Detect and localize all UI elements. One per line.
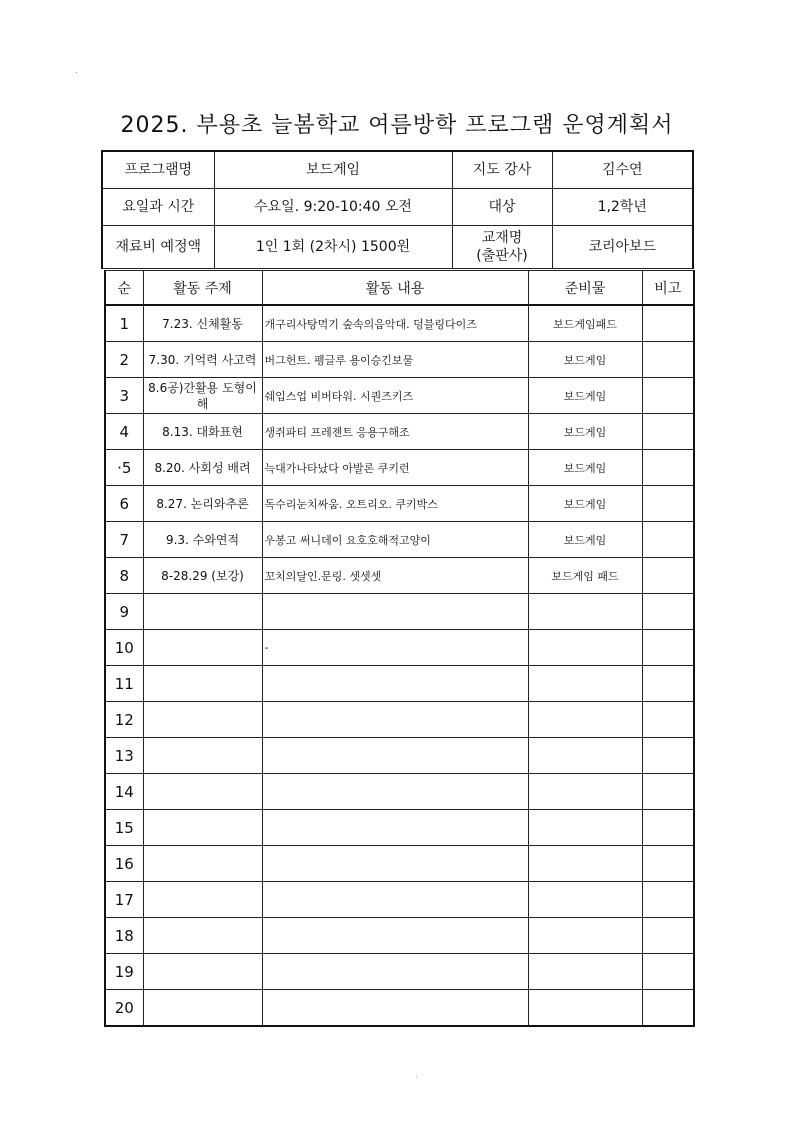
row-prep: 보드게임	[528, 342, 642, 378]
row-number: 7	[105, 522, 143, 558]
row-content	[262, 594, 528, 630]
table-row	[105, 342, 694, 378]
row-number: 14	[105, 774, 143, 810]
row-note	[642, 450, 694, 486]
cost-value: 1인 1회 (2차시) 1500원	[214, 226, 452, 269]
table-row	[105, 630, 694, 666]
row-number: 15	[105, 810, 143, 846]
row-note	[642, 522, 694, 558]
cost-label: 재료비 예정액	[102, 226, 214, 269]
table-row	[105, 594, 694, 630]
program-name-label: 프로그램명	[102, 151, 214, 189]
row-prep	[528, 918, 642, 954]
activity-table-header	[105, 271, 694, 306]
activity-table	[104, 270, 695, 1027]
table-row	[105, 882, 694, 918]
scan-speck	[76, 72, 77, 73]
row-prep	[528, 810, 642, 846]
table-row	[105, 774, 694, 810]
row-content: 쉐입스업 비버타워. 시퀀즈키즈	[262, 378, 528, 414]
row-prep	[528, 594, 642, 630]
textbook-value: 코리아보드	[552, 226, 693, 269]
row-content	[262, 954, 528, 990]
row-prep	[528, 774, 642, 810]
row-prep	[528, 954, 642, 990]
row-number: 11	[105, 666, 143, 702]
row-number: ·5	[105, 450, 143, 486]
row-topic: 7.30. 기억력 사고력	[143, 342, 262, 378]
row-topic	[143, 918, 262, 954]
row-topic	[143, 738, 262, 774]
row-number: 18	[105, 918, 143, 954]
table-row	[105, 990, 694, 1027]
row-topic	[143, 774, 262, 810]
row-number: 8	[105, 558, 143, 594]
row-number: 13	[105, 738, 143, 774]
row-prep: 보드게임	[528, 450, 642, 486]
row-content	[262, 738, 528, 774]
row-note	[642, 810, 694, 846]
row-prep: 보드게임	[528, 378, 642, 414]
row-topic	[143, 630, 262, 666]
row-note	[642, 990, 694, 1027]
row-number: 1	[105, 305, 143, 342]
table-row	[105, 450, 694, 486]
row-topic: 8.27. 논리와추론	[143, 486, 262, 522]
row-note	[642, 558, 694, 594]
schedule-value: 수요일. 9:20-10:40 오전	[214, 189, 452, 226]
row-content: 버그헌트. 펭글루 용이승긴보물	[262, 342, 528, 378]
table-row	[105, 666, 694, 702]
row-content: 늑대가나타났다 아발론 쿠키런	[262, 450, 528, 486]
row-note	[642, 738, 694, 774]
row-prep	[528, 990, 642, 1027]
row-note	[642, 774, 694, 810]
schedule-label: 요일과 시간	[102, 189, 214, 226]
row-content	[262, 990, 528, 1027]
table-row	[105, 558, 694, 594]
header-prep: 준비물	[528, 271, 642, 306]
row-number: 4	[105, 414, 143, 450]
row-content	[262, 882, 528, 918]
row-content	[262, 918, 528, 954]
table-row	[105, 738, 694, 774]
row-content	[262, 702, 528, 738]
row-topic: 8.20. 사회성 배려	[143, 450, 262, 486]
row-content	[262, 810, 528, 846]
row-content: 우봉고 써니데이 요호호해적고양이	[262, 522, 528, 558]
textbook-label	[452, 226, 552, 269]
row-topic: 7.23. 신체활동	[143, 305, 262, 342]
row-note	[642, 486, 694, 522]
row-topic: 8-28.29 (보강)	[143, 558, 262, 594]
row-number: 3	[105, 378, 143, 414]
instructor-label: 지도 강사	[452, 151, 552, 189]
header-no: 순	[105, 271, 143, 306]
table-row	[105, 414, 694, 450]
row-note	[642, 702, 694, 738]
table-row	[105, 954, 694, 990]
row-note	[642, 846, 694, 882]
header-content: 활동 내용	[262, 271, 528, 306]
target-label: 대상	[452, 189, 552, 226]
row-number: 9	[105, 594, 143, 630]
row-note	[642, 666, 694, 702]
row-note	[642, 414, 694, 450]
row-note	[642, 882, 694, 918]
program-name-value: 보드게임	[214, 151, 452, 189]
table-row	[105, 486, 694, 522]
row-number: 20	[105, 990, 143, 1027]
row-prep: 보드게임	[528, 522, 642, 558]
row-number: 10	[105, 630, 143, 666]
header-topic: 활동 주제	[143, 271, 262, 306]
row-note	[642, 594, 694, 630]
scan-speck	[416, 1076, 417, 1077]
program-info-table	[101, 150, 694, 269]
target-value: 1,2학년	[552, 189, 693, 226]
row-number: 6	[105, 486, 143, 522]
textbook-label-line1: 교재명	[481, 230, 523, 246]
textbook-label-line2: (출판사)	[476, 248, 528, 264]
row-prep	[528, 738, 642, 774]
row-prep: 보드게임	[528, 486, 642, 522]
row-number: 17	[105, 882, 143, 918]
row-prep	[528, 630, 642, 666]
row-number: 16	[105, 846, 143, 882]
page-title: 2025. 부용초 늘봄학교 여름방학 프로그램 운영계획서	[120, 113, 674, 138]
row-number: 12	[105, 702, 143, 738]
row-content: 꼬치의달인.문링. 셋셋셋	[262, 558, 528, 594]
row-prep: 보드게임패드	[528, 305, 642, 342]
table-row	[105, 305, 694, 342]
row-prep: 보드게임 패드	[528, 558, 642, 594]
row-content	[262, 666, 528, 702]
row-note	[642, 342, 694, 378]
table-row	[105, 846, 694, 882]
row-topic	[143, 594, 262, 630]
row-topic	[143, 882, 262, 918]
table-row	[105, 702, 694, 738]
row-number: 19	[105, 954, 143, 990]
table-row	[105, 918, 694, 954]
row-note	[642, 954, 694, 990]
table-row	[105, 378, 694, 414]
row-topic	[143, 810, 262, 846]
row-prep	[528, 666, 642, 702]
row-note	[642, 378, 694, 414]
row-topic: 8.6공)간활용 도형이해	[143, 378, 262, 414]
row-prep	[528, 702, 642, 738]
row-prep	[528, 882, 642, 918]
row-number: 2	[105, 342, 143, 378]
row-topic	[143, 990, 262, 1027]
row-note	[642, 918, 694, 954]
row-note	[642, 305, 694, 342]
row-topic	[143, 846, 262, 882]
row-topic	[143, 702, 262, 738]
table-row	[105, 810, 694, 846]
instructor-value: 김수연	[552, 151, 693, 189]
activity-rows	[105, 305, 694, 1026]
row-topic	[143, 954, 262, 990]
row-content	[262, 846, 528, 882]
row-content: -	[262, 630, 528, 666]
header-note: 비고	[642, 271, 694, 306]
row-content: 독수리눈치싸움. 오트리오. 쿠키박스	[262, 486, 528, 522]
row-topic	[143, 666, 262, 702]
row-topic: 8.13. 대화표현	[143, 414, 262, 450]
table-row	[105, 522, 694, 558]
row-content: 개구리사탕먹기 숲속의음악대. 덩블링다이즈	[262, 305, 528, 342]
row-topic: 9.3. 수와연적	[143, 522, 262, 558]
row-content	[262, 774, 528, 810]
row-note	[642, 630, 694, 666]
row-content: 생쥐파티 프레젠트 응용구해조	[262, 414, 528, 450]
row-prep: 보드게임	[528, 414, 642, 450]
row-prep	[528, 846, 642, 882]
